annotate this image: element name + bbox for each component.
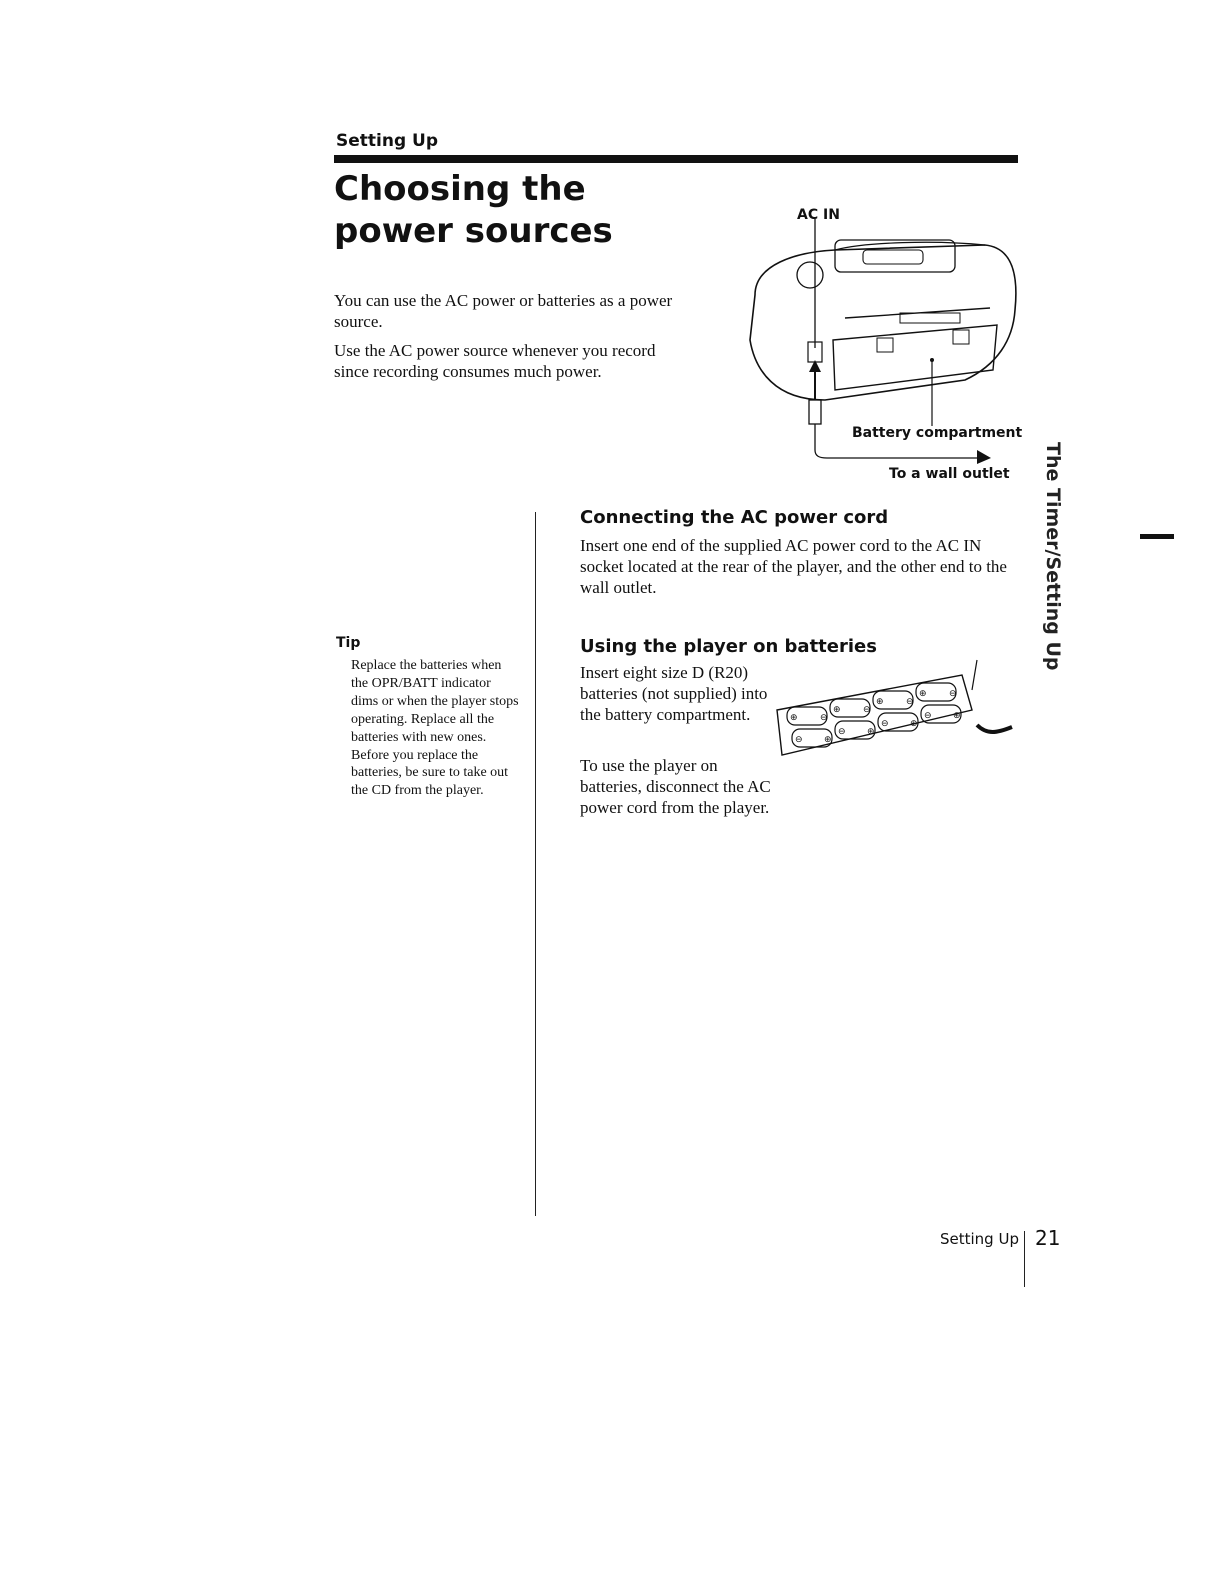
- battery-compartment-label: Battery compartment: [852, 425, 1023, 441]
- svg-text:⊖: ⊖: [906, 697, 914, 707]
- side-tab: [1036, 442, 1064, 671]
- intro-text: [334, 290, 674, 390]
- footer-divider: [1024, 1231, 1025, 1287]
- intro-paragraph-2: Use the AC power source whenever you record since recording consumes much power.: [334, 341, 656, 381]
- tip-heading: Tip: [336, 635, 361, 651]
- page-number: 21: [1035, 1226, 1061, 1250]
- ac-connection-figure: [735, 200, 1035, 490]
- cd-player-rear-illustration: [735, 200, 1035, 490]
- side-tab-text: The Timer/Setting Up: [1042, 442, 1064, 671]
- batteries-heading: Using the player on batteries: [580, 636, 877, 657]
- tip-text: Replace the batteries when the OPR/BATT indicator dims or when the player stops operating. Replace all the batteries with new ones. Before you replace the batteries, be sure to take out the CD from the player.: [351, 658, 519, 799]
- svg-text:⊖: ⊖: [838, 727, 846, 737]
- svg-text:⊖: ⊖: [820, 713, 828, 723]
- svg-text:⊖: ⊖: [881, 719, 889, 729]
- edge-thumb-mark: [1140, 534, 1174, 539]
- svg-text:⊕: ⊕: [833, 705, 841, 715]
- svg-text:⊖: ⊖: [795, 735, 803, 745]
- svg-text:⊕: ⊕: [910, 719, 918, 729]
- footer-section-name: Setting Up: [940, 1230, 1019, 1248]
- battery-insertion-figure: [772, 655, 1022, 765]
- wall-outlet-label: To a wall outlet: [889, 466, 1010, 482]
- svg-text:⊖: ⊖: [863, 705, 871, 715]
- svg-text:⊕: ⊕: [953, 711, 961, 721]
- svg-text:⊕: ⊕: [876, 697, 884, 707]
- header-rule: [334, 155, 1018, 163]
- ac-in-label: AC IN: [797, 207, 840, 223]
- ac-cord-heading: Connecting the AC power cord: [580, 507, 889, 528]
- intro-paragraph-1: You can use the AC power or batteries as a power source.: [334, 291, 673, 331]
- page-title: [334, 168, 613, 252]
- column-divider: [535, 512, 536, 1216]
- svg-text:⊖: ⊖: [949, 689, 957, 699]
- svg-text:⊕: ⊕: [867, 727, 875, 737]
- batteries-text-2: To use the player on batteries, disconnect the AC power cord from the player.: [580, 756, 771, 817]
- ac-cord-text: Insert one end of the supplied AC power cord to the AC IN socket located at the rear of the player, and the other end to the wall outlet.: [580, 536, 1007, 597]
- page-title-line-1: Choosing the: [334, 169, 586, 209]
- svg-text:⊕: ⊕: [790, 713, 798, 723]
- svg-text:⊕: ⊕: [824, 735, 832, 745]
- svg-text:⊕: ⊕: [919, 689, 927, 699]
- page-title-line-2: power sources: [334, 211, 613, 251]
- batteries-text-1: Insert eight size D (R20) batteries (not supplied) into the battery compartment.: [580, 663, 768, 724]
- section-label: Setting Up: [336, 131, 439, 151]
- svg-text:⊖: ⊖: [924, 711, 932, 721]
- battery-compartment-illustration: [772, 655, 1022, 765]
